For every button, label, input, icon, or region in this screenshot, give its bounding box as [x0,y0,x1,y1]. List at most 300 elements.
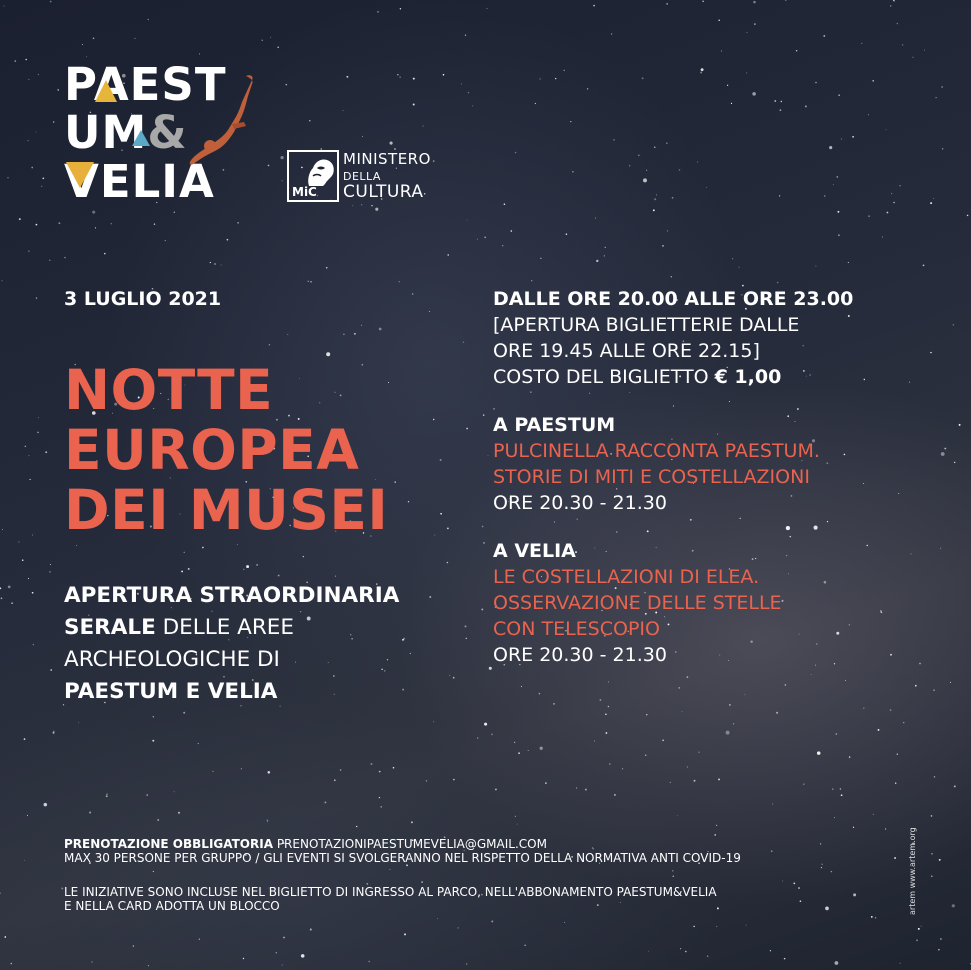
star [939,859,941,861]
star [785,684,787,686]
star [36,224,38,226]
star [93,37,95,39]
star [835,961,839,965]
star [31,167,33,169]
ministry-statue-icon [303,156,337,188]
star [614,794,616,796]
star [38,74,39,75]
star [931,853,933,855]
star [243,569,244,570]
star [950,682,951,683]
star [429,311,430,312]
star [930,202,932,204]
star [45,451,47,453]
footer-ticket-info-1: LE INIZIATIVE SONO INCLUSE NEL BIGLIETTO DI INGRESSO AL PARCO, NELL'ABBONAMENTO PAESTUM&VELIA [64,885,717,899]
star [199,53,200,54]
star [540,258,541,259]
star [381,806,382,807]
star [2,280,3,281]
star [918,928,920,930]
star [841,794,843,796]
star [484,237,486,239]
star [153,716,154,717]
star [335,576,336,577]
star [868,215,870,217]
artem-credit-text: artem www.artem.org [908,827,917,915]
star [375,208,378,211]
star [885,828,886,829]
star [49,571,50,572]
star [447,254,448,255]
star [411,821,413,823]
star [671,276,672,277]
star [886,212,888,214]
star [849,756,850,757]
star [268,165,270,167]
star [638,155,640,157]
star [930,352,931,353]
star [940,938,942,940]
star [465,625,467,627]
star [845,680,846,681]
star [287,334,288,335]
subtitle-line-4: PAESTUM E VELIA [64,679,278,704]
star [745,694,746,695]
star [539,693,541,695]
star [282,965,283,966]
star [754,23,755,24]
star [393,767,395,769]
star [11,602,13,604]
star [698,752,699,753]
star [440,459,442,461]
star [605,247,606,248]
star [221,265,222,266]
star [466,428,468,430]
star [622,768,623,769]
star [504,203,506,205]
star [515,816,516,817]
star [824,195,826,197]
star [662,245,664,247]
star [829,146,832,149]
star [426,780,427,781]
star [37,432,39,434]
star [399,281,400,282]
star [935,97,936,98]
star [913,57,914,58]
footer-ticket-info-2: E NELLA CARD ADOTTA UN BLOCCO [64,899,280,913]
star [463,342,464,343]
star [770,950,771,951]
star [531,280,532,281]
star [489,667,492,670]
star [838,95,839,96]
star [11,963,13,965]
star [587,88,588,89]
star [894,857,896,859]
ministry-line-3: CULTURA [343,182,424,202]
star [461,83,462,84]
star [487,8,488,9]
footer-group-limit: MAX 30 PERSONE PER GRUPPO / GLI EVENTI SI SVOLGERANNO NEL RISPETTO DELLA NORMATIVA ANTI COVID-19 [64,851,741,865]
star [198,743,199,744]
paestum-event-line-1: PULCINELLA RACCONTA PAESTUM. [493,440,820,462]
star [303,556,304,557]
logo-blue-triangle [132,130,150,146]
star [510,230,512,232]
star [746,72,747,73]
star [256,564,258,566]
star [941,86,942,87]
star [32,535,33,536]
star [837,211,839,213]
star [933,689,935,691]
star [495,788,497,790]
star [752,92,756,96]
price-label: COSTO DEL BIGLIETTO [493,366,715,388]
star [104,253,105,254]
booking-email[interactable]: PRENOTAZIONIPAESTUMEVELIA@GMAIL.COM [273,837,547,851]
star [953,324,954,325]
star [899,185,900,186]
star [933,198,934,199]
star [646,714,647,715]
star [343,110,344,111]
star [50,1,52,3]
star [779,109,781,111]
star [706,187,707,188]
star [670,782,671,783]
star [354,333,356,335]
star [685,951,687,953]
star [42,177,44,179]
star [861,43,862,44]
star [477,239,478,240]
star [4,936,6,938]
diver-figure-icon [188,72,258,168]
star [732,258,733,259]
star [916,939,918,941]
star [897,23,898,24]
star [570,121,571,122]
logo-line-2 [64,106,188,159]
star [714,834,716,836]
star [815,82,817,84]
mic-badge [287,150,339,202]
star [521,686,522,687]
star [608,681,609,682]
star [181,570,183,572]
star [702,0,704,2]
star [64,257,65,258]
star [481,608,483,610]
star [152,740,154,742]
star [656,194,657,195]
star [605,713,607,715]
star [677,815,678,816]
star [835,733,837,735]
star [453,677,455,679]
star [944,448,946,450]
subtitle-line-2-rest: DELLE AREE [155,615,294,640]
star [868,114,869,115]
star [340,769,342,771]
star [555,78,556,79]
star [280,156,283,159]
star [343,334,345,336]
star [643,178,647,182]
star [57,89,59,91]
booking-label: PRENOTAZIONE OBBLIGATORIA [64,837,273,851]
star [368,961,369,962]
star [678,687,680,689]
paestum-velia-logo [64,58,254,212]
star [41,186,42,187]
star [838,234,840,236]
star [326,352,330,356]
star [731,103,732,104]
star [784,958,786,960]
star [14,60,16,62]
star [440,513,442,515]
star [28,578,29,579]
star [310,281,312,283]
star [890,5,891,6]
star [609,763,611,765]
paestum-event-line-2: STORIE DI MITI E COSTELLAZIONI [493,466,810,488]
star [515,152,517,154]
star [379,797,380,798]
star [954,462,955,463]
star [873,814,874,815]
star [700,72,702,74]
star [803,783,804,784]
star [237,222,238,223]
star [518,752,520,754]
star [277,46,279,48]
paestum-event-time: ORE 20.30 - 21.30 [493,492,667,514]
star [477,737,478,738]
star [433,419,434,420]
star [356,826,357,827]
star [707,956,708,957]
star [940,548,941,549]
logo-line-1: PAEST [64,58,227,111]
star [608,706,610,708]
star [648,951,649,952]
star [679,169,681,171]
event-title [64,360,388,540]
star [243,958,244,959]
star [184,552,185,553]
star [721,50,722,51]
star [553,703,555,705]
star [443,74,445,76]
velia-event-line-2: OSSERVAZIONE DELLE STELLE [493,592,782,614]
star [931,815,933,817]
star [545,782,547,784]
star [437,918,438,919]
star [805,105,807,107]
star [483,414,484,415]
star [772,803,773,804]
star [28,251,29,252]
star [832,788,833,789]
star [697,161,698,162]
star [78,722,79,723]
star [397,74,398,75]
star [613,139,615,141]
star [400,8,401,9]
star [466,963,467,964]
star [408,501,409,502]
star [214,263,216,265]
star [157,819,159,821]
star [433,721,434,722]
artem-credit [908,815,920,915]
star [466,638,467,639]
star [645,754,646,755]
star [882,237,883,238]
subtitle-line-1: APERTURA STRAORDINARIA [64,583,400,608]
star [967,215,969,217]
star [528,750,529,751]
star [484,723,487,726]
star [28,79,29,80]
star [286,84,288,86]
schedule-price [493,364,913,390]
star [682,711,683,712]
star [468,92,469,93]
star [227,239,229,241]
star [540,78,541,79]
star [718,778,720,780]
star [921,926,922,927]
star [654,198,656,200]
star [716,825,717,826]
star [811,674,812,675]
star [148,965,149,966]
star [924,50,925,51]
star [902,44,903,45]
star [89,812,91,814]
schedule-column [493,286,913,668]
subtitle-line-3: ARCHEOLOGICHE DI [64,647,280,672]
title-line-3: DEI MUSEI [64,478,389,542]
star [413,78,415,80]
star [25,59,27,61]
star [823,35,825,37]
schedule-ticket-hours: ORE 19.45 ALLE ORE 22.15] [493,340,760,362]
star [50,669,52,671]
star [726,731,730,735]
star [654,147,655,148]
star [848,262,849,263]
star [687,767,688,768]
star [662,739,664,741]
star [453,779,455,781]
star [449,675,450,676]
star [61,887,63,889]
star [22,559,24,561]
star [82,44,83,45]
star [19,218,21,220]
star [76,545,77,546]
star [210,262,211,263]
star [18,541,19,542]
star [346,76,348,78]
star [269,344,270,345]
star [28,455,29,456]
star [174,791,175,792]
star [952,904,955,907]
logo-line-3: VELIA [64,155,215,208]
star [199,939,200,940]
star [642,77,644,79]
star [834,817,835,818]
star [413,104,415,106]
star [135,38,136,39]
star [701,68,704,71]
star [646,170,647,171]
star [871,916,873,918]
star [326,267,328,269]
velia-heading: A VELIA [493,540,576,562]
star [467,220,468,221]
star [903,722,904,723]
paestum-heading: A PAESTUM [493,414,616,436]
star [919,663,921,665]
star [390,142,393,145]
star [572,171,574,173]
star [524,945,525,946]
star [833,184,834,185]
star [154,223,155,224]
star [746,32,747,33]
star [50,564,51,565]
star [276,952,277,953]
star [33,644,34,645]
star [915,685,917,687]
star [28,140,29,141]
star [111,223,112,224]
star [482,526,484,528]
star [886,129,887,130]
star [836,176,838,178]
star [458,927,459,928]
star [472,105,473,106]
star [680,948,681,949]
star [777,282,779,284]
star [35,131,36,132]
star [923,265,925,267]
star [727,85,728,86]
star [379,771,381,773]
star [334,779,336,781]
star [188,568,190,570]
star [91,961,92,962]
star [718,20,720,22]
star [585,789,587,791]
velia-event-line-1: LE COSTELLAZIONI DI ELEA. [493,566,760,588]
star [667,230,668,231]
star [53,732,55,734]
star [604,255,605,256]
star [666,142,668,144]
star [890,709,892,711]
star [310,929,312,931]
